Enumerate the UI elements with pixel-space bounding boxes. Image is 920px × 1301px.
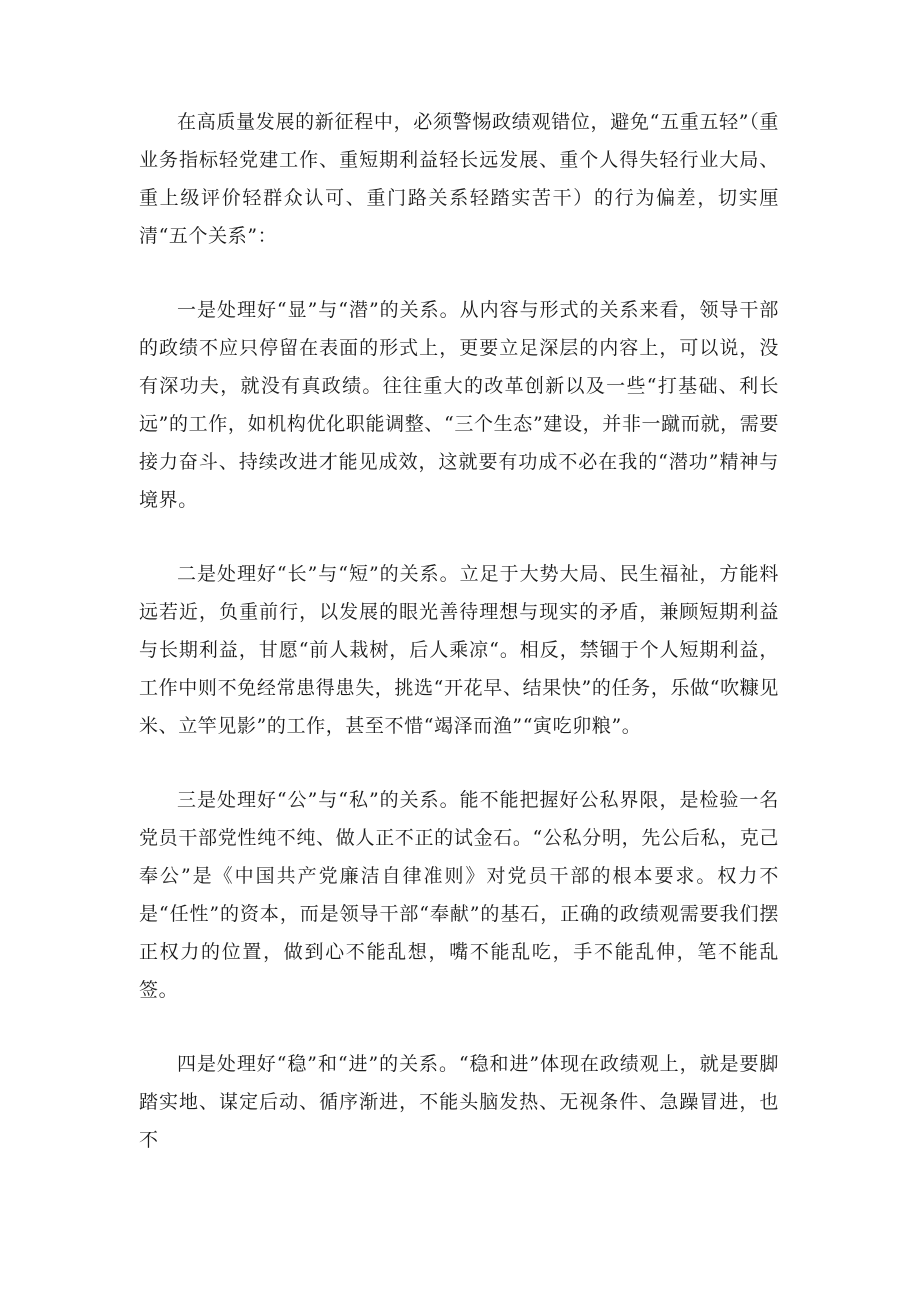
paragraph-relation-3: 三是处理好“公”与“私”的关系。能不能把握好公私界限，是检验一名党员干部党性纯不纯、做人正不正的试金石。“公私分明，先公后私，克己奉公”是《中国共产党廉洁自律准则》对党员干部的根本要求。权力不是“任性”的资本，而是领导干部“奉献”的基石，正确的政绩观需要我们摆正权力的位置，做到心不能乱想，嘴不能乱吃，手不能乱伸，笔不能乱签。 — [139, 789, 779, 1001]
document-body — [139, 103, 779, 1195]
paragraph-relation-2: 二是处理好“长”与“短”的关系。立足于大势大局、民生福祉，方能料远若近，负重前行，以发展的眼光善待理想与现实的矛盾，兼顾短期利益与长期利益，甘愿“前人栽树，后人乘凉“。相反，禁锢于个人短期利益，工作中则不免经常患得患失，挑选“开花早、结果快”的任务，乐做“吹糠见米、立竿见影”的工作，甚至不惜“竭泽而渔”“寅吃卯粮”。 — [139, 563, 779, 737]
paragraph-intro: 在高质量发展的新征程中，必须警惕政绩观错位，避免“五重五轻”（重业务指标轻党建工作、重短期利益轻长远发展、重个人得失轻行业大局、重上级评价轻群众认可、重门路关系轻踏实苦干）的行为偏差，切实厘清“五个关系”： — [139, 111, 779, 247]
paragraph-relation-4: 四是处理好“稳”和“进”的关系。“稳和进”体现在政绩观上，就是要脚踏实地、谋定后动、循序渐进，不能头脑发热、无视条件、急躁冒进，也不 — [139, 1053, 779, 1151]
paragraph-relation-1: 一是处理好“显”与“潜”的关系。从内容与形式的关系来看，领导干部的政绩不应只停留在表面的形式上，更要立足深层的内容上，可以说，没有深功夫，就没有真政绩。往往重大的改革创新以及一些“打基础、利长远”的工作，如机构优化职能调整、“三个生态”建设，并非一蹴而就，需要接力奋斗、持续改进才能见成效，这就要有功成不必在我的“潜功”精神与境界。 — [139, 299, 779, 511]
